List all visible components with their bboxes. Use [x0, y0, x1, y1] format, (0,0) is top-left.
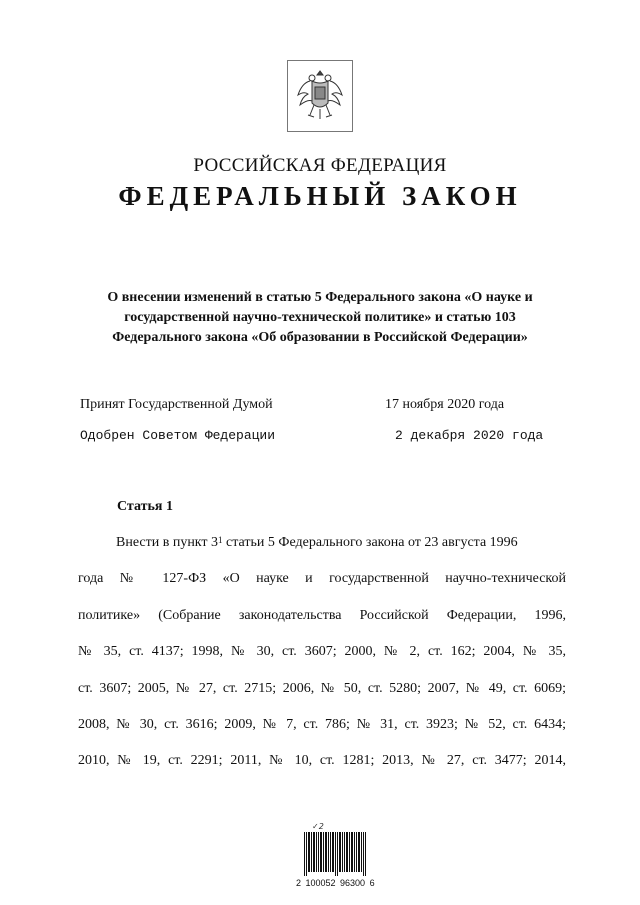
article-text-segment: статьи 5 Федерального закона от 23 августа 1996	[222, 535, 518, 550]
law-title-line: О внесении изменений в статью 5 Федерального закона «О науке и	[107, 290, 533, 305]
article-heading: Статья 1	[117, 499, 173, 514]
article-line: 2010, № 19, ст. 2291; 2011, № 10, ст. 1281; 2013, № 27, ст. 3477; 2014,	[78, 753, 566, 769]
law-title-line: государственной научно-технической политике» и статью 103	[124, 310, 516, 325]
duma-adoption-row	[80, 397, 580, 421]
country-name: РОССИЙСКАЯ ФЕДЕРАЦИЯ	[193, 155, 447, 176]
barcode-number: 2 100052 96300 6	[296, 878, 375, 888]
emblem-frame	[287, 60, 353, 132]
article-body	[78, 533, 566, 788]
article-text-segment: Внести в пункт 3	[116, 535, 219, 550]
article-first-line	[78, 533, 566, 569]
article-line: № 35, ст. 4137; 1998, № 30, ст. 3607; 2000, № 2, ст. 162; 2004, № 35,	[78, 644, 566, 660]
barcode-block	[296, 822, 375, 892]
council-approval-label: Одобрен Советом Федерации	[80, 428, 276, 443]
duma-adoption-date: 17 ноября 2020 года	[385, 397, 505, 412]
russian-coat-of-arms-icon	[294, 67, 346, 125]
council-approval-date: 2 декабря 2020 года	[395, 428, 544, 443]
document-type: ФЕДЕРАЛЬНЫЙ ЗАКОН	[118, 181, 522, 211]
duma-adoption-label: Принят Государственной Думой	[80, 397, 273, 412]
article-line: года № 127-ФЗ «О науке и государственной научно-технической	[78, 571, 566, 587]
article-line: ст. 3607; 2005, № 27, ст. 2715; 2006, № 50, ст. 5280; 2007, № 49, ст. 6069;	[78, 680, 566, 696]
council-approval-row	[80, 428, 580, 452]
registration-mark-icon: ✓2	[312, 822, 324, 831]
law-title	[60, 288, 580, 348]
superscript: 1	[218, 535, 223, 545]
article-line: политике» (Собрание законодательства Российской Федерации, 1996,	[78, 607, 566, 623]
law-title-line: Федерального закона «Об образовании в Российской Федерации»	[112, 330, 528, 345]
article-line: 2008, № 30, ст. 3616; 2009, № 7, ст. 786; № 31, ст. 3923; № 52, ст. 6434;	[78, 716, 566, 732]
barcode-icon	[304, 832, 368, 876]
